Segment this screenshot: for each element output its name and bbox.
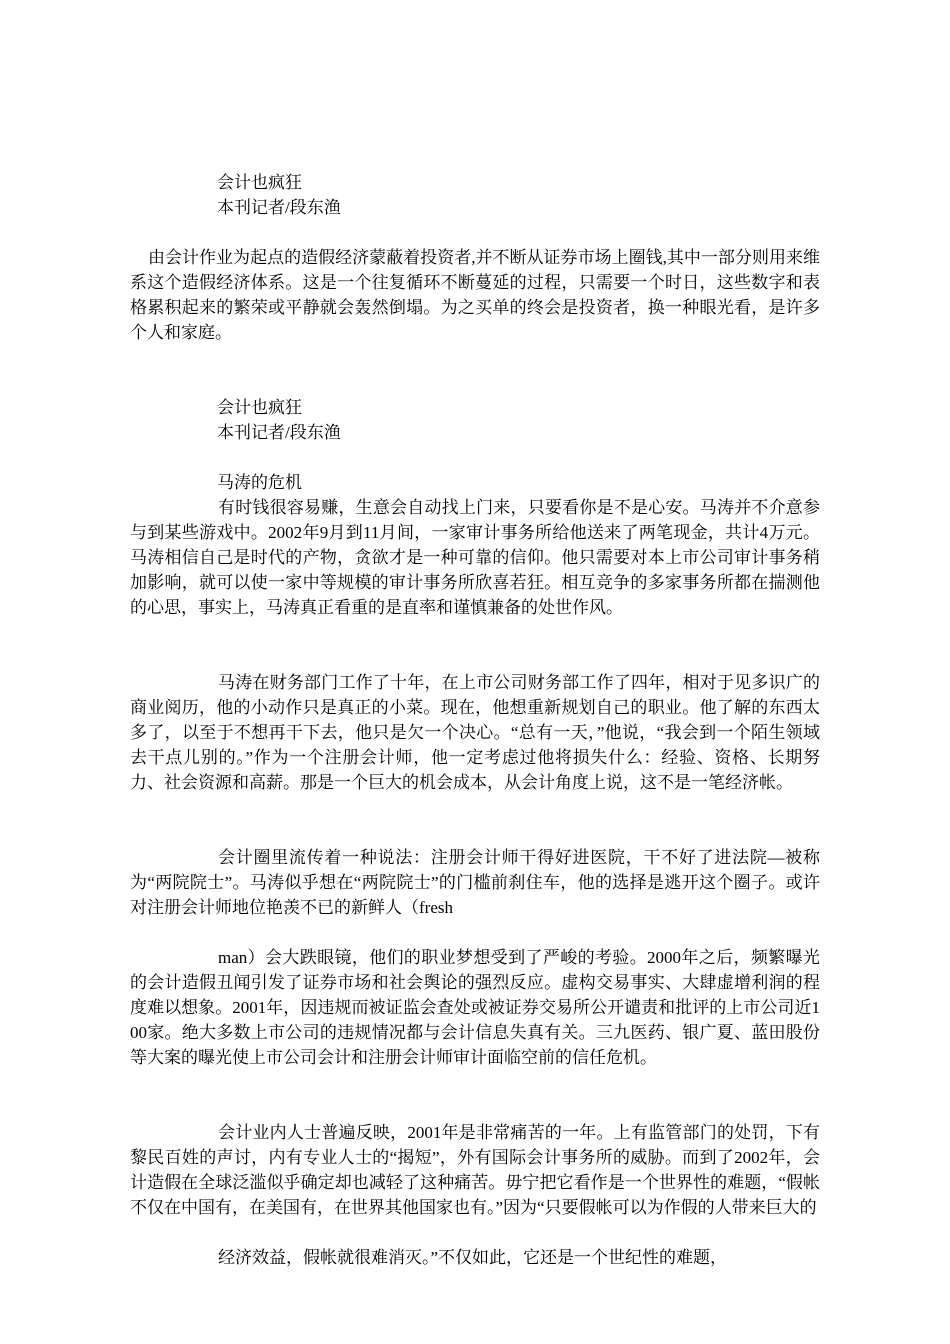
body-paragraph: 马涛在财务部门工作了十年，在上市公司财务部工作了四年，相对于见多识广的商业阅历，他的小动作只是真正的小菜。现在，他想重新规划自己的职业。他了解的东西太多了，以至于不想再干下去，他只是欠一个决心。“总有一天，”他说，“我会到一个陌生领域去干点儿别的。”作为一个注册会计师，他一定考虑过他将损失什么：经验、资格、长期努力、社会资源和高薪。那是一个巨大的机会成本，从会计角度上说，这不是一笔经济帐。: [130, 673, 820, 792]
article-byline: 本刊记者/段东渔: [217, 198, 341, 217]
abstract-paragraph: 由会计作业为起点的造假经济蒙蔽着投资者,并不断从证券市场上圈钱,其中一部分则用来维系这个造假经济体系。这是一个往复循环不断蔓延的过程，只需要一个时日，这些数字和表格累积起来的繁荣或平静就会轰然倒塌。为之买单的终会是投资者，换一种眼光看，是许多个人和家庭。: [130, 248, 820, 342]
body-paragraph: 会计圈里流传着一种说法：注册会计师干得好进医院，干不好了进法院—被称为“两院院士”。马涛似乎想在“两院院士”的门槛前刹住车，他的选择是逃开这个圈子。或许对注册会计师地位艳羡不已的新鲜人（fresh: [130, 848, 820, 917]
article-title-repeat: 会计也疯狂: [217, 398, 302, 417]
body-paragraph: 经济效益，假帐就很难消灭。”不仅如此，它还是一个世纪性的难题，: [218, 1248, 728, 1267]
body-paragraph: man）会大跌眼镜，他们的职业梦想受到了严峻的考验。2000年之后，频繁曝光的会计造假丑闻引发了证券市场和社会舆论的强烈反应。虚构交易事实、大肆虚增利润的程度难以想象。2001年，因违规而被证监会查处或被证券交易所公开谴责和批评的上市公司近100家。绝大多数上市公司的违规情况都与会计信息失真有关。三九医药、银广夏、蓝田股份等大案的曝光使上市公司会计和注册会计师审计面临空前的信任危机。: [130, 948, 820, 1067]
body-paragraph: 会计业内人士普遍反映，2001年是非常痛苦的一年。上有监管部门的处罚，下有黎民百姓的声讨，内有专业人士的“揭短”，外有国际会计事务所的威胁。而到了2002年，会计造假在全球泛滥似乎确定却也减轻了这种痛苦。毋宁把它看作是一个世界性的难题，“假帐不仅在中国有，在美国有，在世界其他国家也有。”因为“只要假帐可以为作假的人带来巨大的: [130, 1123, 820, 1217]
body-paragraph: 有时钱很容易赚，生意会自动找上门来，只要看你是不是心安。马涛并不介意参与到某些游戏中。2002年9月到11月间，一家审计事务所给他送来了两笔现金，共计4万元。马涛相信自己是时代的产物，贪欲才是一种可靠的信仰。他只需要对本上市公司审计事务稍加影响，就可以使一家中等规模的审计事务所欣喜若狂。相互竞争的多家事务所都在揣测他的心思，事实上，马涛真正看重的是直率和谨慎兼备的处世作风。: [130, 498, 820, 617]
article-byline-repeat: 本刊记者/段东渔: [217, 423, 341, 442]
article-title: 会计也疯狂: [217, 173, 302, 192]
section-heading: 马涛的危机: [217, 473, 302, 492]
